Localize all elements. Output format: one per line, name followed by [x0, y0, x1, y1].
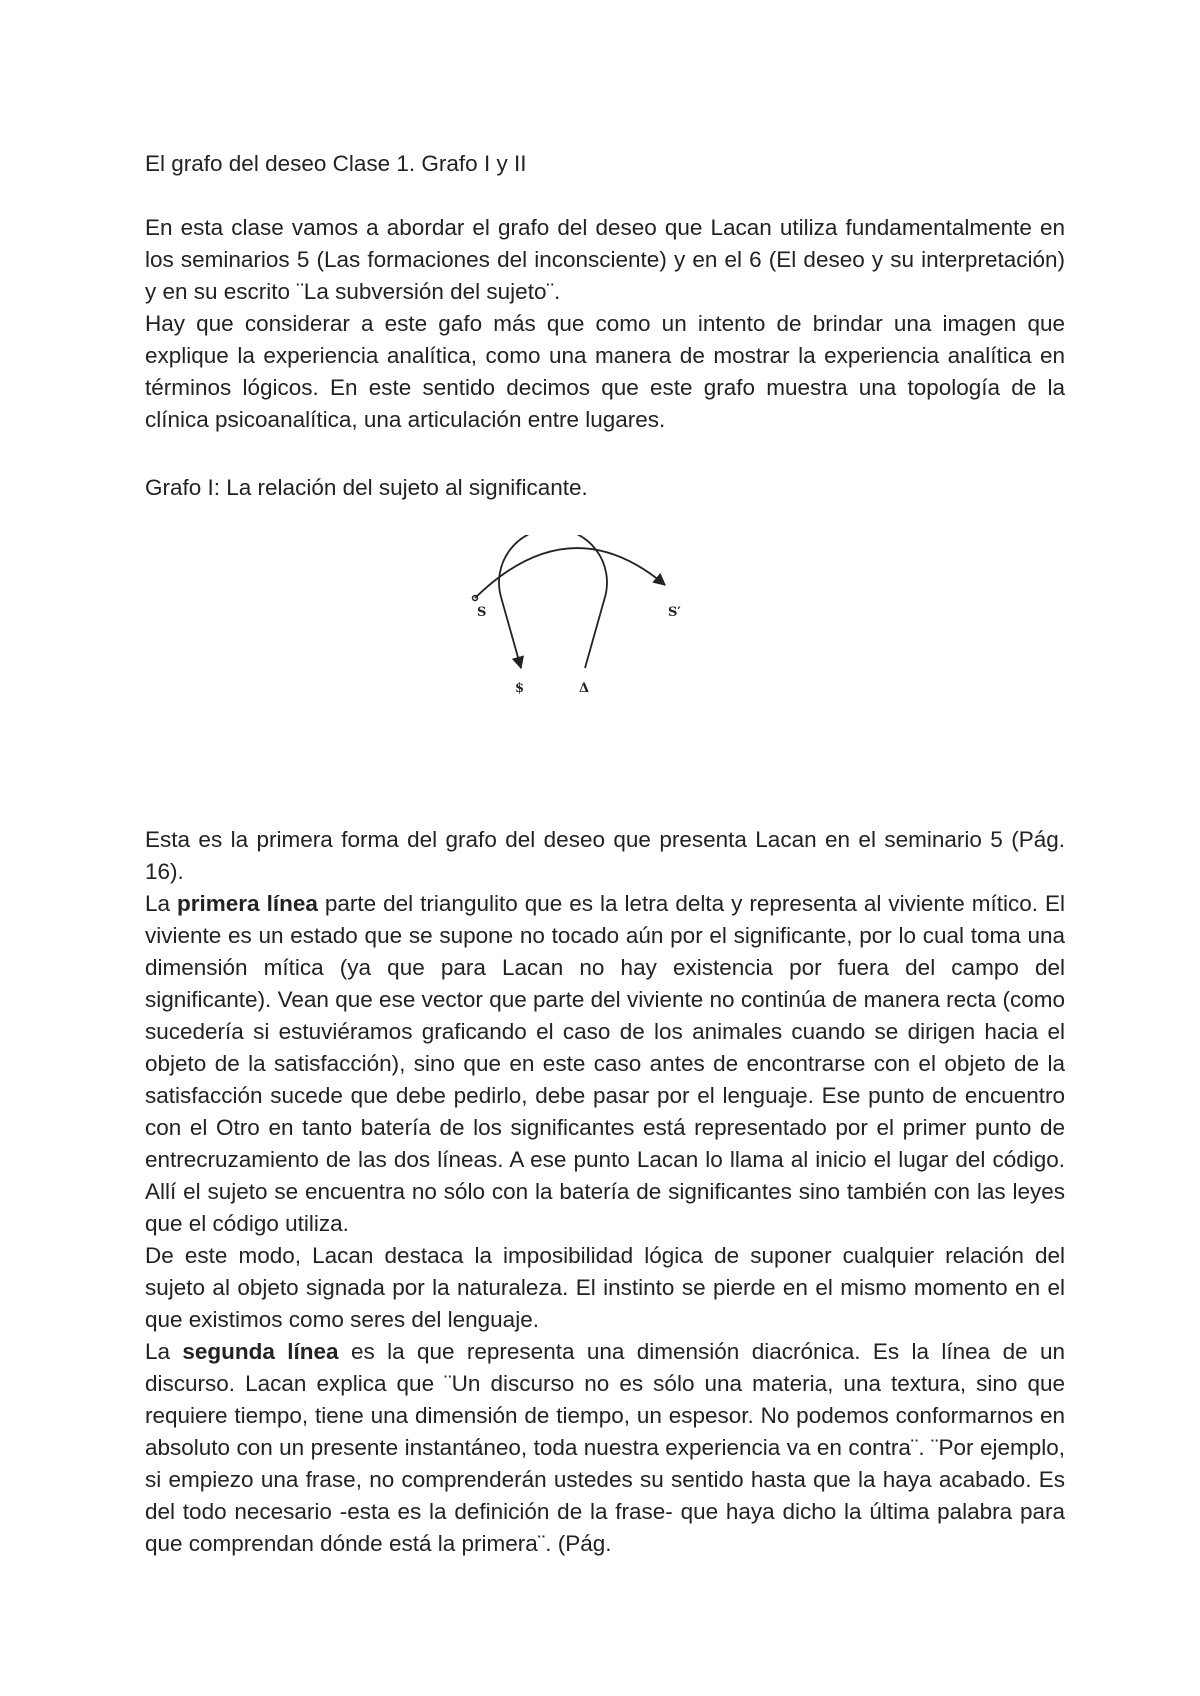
- body-paragraph-3: De este modo, Lacan destaca la imposibilidad lógica de suponer cualquier relación del sujeto al objeto signada por la naturaleza. El instinto se pierde en el mismo momento en el que existimos como seres del lenguaje.: [145, 1243, 1065, 1332]
- second-line-vector: [475, 548, 665, 598]
- intro-paragraph-2: Hay que considerar a este gafo más que como un intento de brindar una imagen que explique la experiencia analítica, como una manera de mostrar la experiencia analítica en términos lógicos. En este sentido decimos que este grafo muestra una topología de la clínica psicoanalítica, una articulación entre lugares.: [145, 311, 1065, 432]
- p2-rest: parte del triangulito que es la letra delta y representa al viviente mítico. El viviente es un estado que se supone no tocado aún por el significante, por lo cual toma una dimensión mítica (ya que para Lacan no hay existencia por fuera del campo del significante). Vean que ese vector que parte del viviente no continúa de manera recta (como sucedería si estuviéramos graficando el caso de los animales cuando se dirigen hacia el objeto de la satisfacción), sino que en este caso antes de encontrarse con el objeto de la satisfacción sucede que debe pedirlo, debe pasar por el lenguaje. Ese punto de encuentro con el Otro en tanto batería de los significantes está representado por el primer punto de entrecruzamiento de las dos líneas. A ese punto Lacan lo llama al inicio el lugar del código. Allí el sujeto se encuentra no sólo con la batería de significantes sino también con las leyes que el código utiliza.: [145, 891, 1065, 1236]
- p2-bold-term: primera línea: [177, 891, 318, 916]
- document-title: El grafo del deseo Clase 1. Grafo I y II: [145, 151, 527, 176]
- body-section: [145, 824, 1065, 1560]
- first-line-vector: [499, 535, 607, 668]
- label-s: S: [477, 605, 487, 620]
- section-heading-grafo-1: Grafo I: La relación del sujeto al significante.: [145, 475, 588, 500]
- label-barred-s: $: [515, 681, 525, 696]
- intro-section: [145, 212, 1065, 436]
- p2-lead: La: [145, 891, 178, 916]
- label-delta: Δ: [579, 681, 590, 696]
- p4-lead: La: [145, 1339, 183, 1364]
- p4-bold-term: segunda línea: [182, 1339, 339, 1364]
- label-s-prime: S′: [668, 605, 681, 620]
- body-paragraph-2: [145, 888, 1065, 1240]
- grafo-1-svg: [455, 535, 745, 765]
- body-paragraph-1: Esta es la primera forma del grafo del deseo que presenta Lacan en el seminario 5 (Pág. 16).: [145, 827, 1065, 884]
- grafo-1-diagram: [455, 535, 745, 765]
- intro-paragraph-1: En esta clase vamos a abordar el grafo del deseo que Lacan utiliza fundamentalmente en los seminarios 5 (Las formaciones del inconsciente) y en el 6 (El deseo y su interpretación) y en su escrito ¨La subversión del sujeto¨.: [145, 215, 1065, 304]
- p4-rest: es la que representa una dimensión diacrónica. Es la línea de un discurso. Lacan explica que ¨Un discurso no es sólo una materia, una textura, sino que requiere tiempo, tiene una dimensión de tiempo, un espesor. No podemos conformarnos en absoluto con un presente instantáneo, toda nuestra experiencia va en contra¨. ¨Por ejemplo, si empiezo una frase, no comprenderán ustedes su sentido hasta que la haya acabado. Es del todo necesario -esta es la definición de la frase- que haya dicho la última palabra para que comprendan dónde está la primera¨. (Pág.: [145, 1339, 1065, 1556]
- body-paragraph-4: [145, 1336, 1065, 1560]
